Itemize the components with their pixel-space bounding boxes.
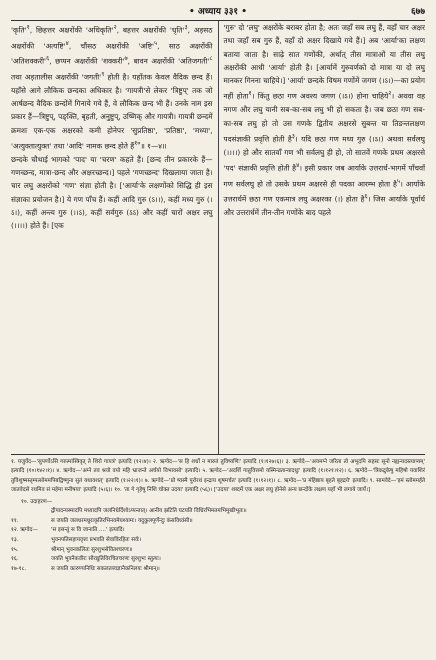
example-text: स जयति जलधरमधुराकृतिरभिनवमेघश्यामः। यदुकुलपूर्णेन्दुः कंसविध्वंसी॥ [51,517,193,524]
example-row [11,546,425,556]
page-header [11,0,425,21]
two-column-body [11,21,425,455]
example-text: स जयति कारुण्यनिधिः सकलतत्त्वज्ञानैकनिलयः श्रीमान्॥ [51,565,160,572]
example-number: १३. [11,537,19,543]
left-paragraph-2: छन्दके चौथाई भागको 'पाद' या 'चरण' कहते हैं। [छन्द तीन प्रकारके हैं—गणच्छन्द, मात्रा-छन्द और अक्षरच्छन्द।] पहले 'गणच्छन्द' दिखलाया जाता है। चार लघु अक्षरोंको 'गण' संज्ञा होती है। ['आर्या'के लक्षणोंको सिद्धि ही इस संज्ञाका प्रयोजन है।] ये गण पाँच हैं। कहीं आदि गुरु (ऽ।।), कहीं मध्य गुरु (।ऽ।), कहीं अन्त्य गुरु (।।ऽ), कहीं सर्वगुरु (ऽऽ) और कहीं चारों अक्षर लघु (।।।।) होते हैं। [एक [11,154,213,231]
chapter-title: • अध्याय ३३१ • [189,6,247,17]
examples-title: १०. उदाहरण— [21,498,53,505]
examples-list [11,507,425,574]
example-number: १२. ऋग्वेद— [11,527,38,534]
example-number: १५. [11,546,19,553]
example-row [11,536,425,546]
example-row [11,565,425,575]
example-number: १७-१८. [11,565,27,572]
example-number: १६. [11,556,19,563]
right-column [219,21,426,454]
example-row [11,507,425,517]
example-text: श्रीमान् भुवनकलितः सुरशुभसेवितश्चरणः॥ [51,546,133,553]
example-number: ११. [11,517,19,524]
example-text: जयति भुवनैकवीरः सौरद्युतिविरचितचरणः सुरशुभः स्तुत्यः। [51,556,161,563]
example-row [11,517,425,527]
example-text: भुवनपतिसहायवृत्तः प्रभवति सेवाविरहितः सर्वः। [51,537,142,543]
example-row [11,555,425,565]
footnotes [11,458,425,496]
right-paragraph-1: 'गुरु' दो 'लघु' अक्षरोंके बराबर होता है; अतः जहाँ सब लघु हैं, वहाँ चार अक्षर तथा जहाँ सब गुरु हैं, वहाँ दो अक्षर दिखाये गये हैं।] अब 'आर्या'का लक्षण बताया जाता है। साढ़े सात गणोंकी, अर्थात् तीस मात्राओं या तीस लघु अक्षरोंकी आधी 'आर्या' होती है। [आर्यामें गुरुवर्णको दो मात्रा या दो लघु मानकर गिनना चाहिये।] 'आर्या' छन्दके विषम गणोंमें जगण (।ऽ।)—का प्रयोग नहीं होता$^१$। किंतु छठा गण अवश्य जगण (।ऽ।) होना चाहिये$^२$। अथवा वह नगण और लघु यानी सब-का-सब लघु भी हो सकता है। जब छठा गण सब-का-सब लघु हो तो उस गणके द्वितीय अक्षरसे सुबन्त या तिङन्तलक्षण पदसंज्ञाकी प्रवृत्ति होती है$^३$। यदि छठा गण मध्य गुरु (।ऽ।) अथवा सर्वलघु (।।।।) हो और सातवाँ गण भी सर्वलघु ही हो, तो सातवें गणके प्रथम अक्षरसे 'पद' संज्ञाकी प्रवृत्ति होती है$^४$। इसी प्रकार जब आर्याके उत्तरार्ध-भागमें पाँचवाँ गण सर्वलघु हो तो उसके प्रथम अक्षरसे ही पदका आरम्भ होता है$^५$। आर्याके उत्तरार्धमें छठा गण एकमात्र लघु अक्षरका (।) होता है$^६$। जिस आर्याके पूर्वार्ध और उत्तरार्धमें तीन-तीन गणोंके बाद पहले [223,23,425,217]
example-number [11,507,51,517]
footnote-block: १. यजुर्वेद—'सुपर्णोऽसि गरुत्मांस्त्रिवृत् ते शिरो गायत्रं' इत्यादि (१२।४)। २. ऋग्वेद—'स हि शर्धो न मारुतं तुविष्वणिः' इत्यादि (१।१२७।६)। ३. ऋग्वेदे—'अयमग्ने जरिता त्वे अभूदपि सहसः सूनो नह्यन्यदस्त्याप्यम्' इत्यादि (१०।१४२।१)। ४. ऋग्वेद—'अग्ने तव श्रवो वयो महि भ्राजन्ते अर्चयो विभावसो' इत्यादि। ५. ऋग्वेद—'अदर्शि गातुवित्तमो यस्मिन्व्रतान्यादधुः' इत्यादि (१।१२१।१२)। ६. ऋग्वेदे—'त्रिकद्रुकेषु महिषो यवाशिरं तुविशुष्मस्तृम्पत्सोममपिबद्विष्णुना सुतं यथावशत्' इत्यादि (१।२२।१)। ७. ऋग्वेदे—'प्रो ष्वस्मै पुरोरथं इन्द्राय शूषमर्चत' इत्यादि (१।१२।१)। ८. ऋग्वेद—'प्र मंहिष्ठाय बृहते बृहद्रये' इत्यादि। ९. सामवेदे—'इमं स्तोममर्हते जातवेदसे रथमिव सं महेमा मनीषया' इत्यादि (५।६)। १०. 'ता गे गृहेषु निशि चोक्त उदया' इत्यादि (५६)। ['उदया' शब्दमें एक अक्षर लघु होनेसे अन्य छन्दोंके लक्षण यहाँ भी लगाये जायँ।] [11,459,425,494]
left-paragraph-1: '$कृति'^१$, छिहत्तर अक्षरोंकी '$अधिकृति'^२$, बहत्तर अक्षरोंकी '$धृति'^३$, अड़सठ अक्षरोंकी '$अत्यष्टि'^४$, चौंसठ अक्षरोंकी '$अष्टि'^५$, साठ अक्षरोंकी '$अतिशक्करी'^६$, छप्पन अक्षरोंकी '$शक्करी'^७$, बावन अक्षरोंकी '$अतिजगती'^८$ तथा अड़तालीस अक्षरोंकी '$जगती'^९$ होती है। यहाँतक केवल वैदिक छन्द हैं। यहाँसे आगे लौकिक छन्दका अधिकार है। 'गायत्री'से लेकर 'त्रिष्टुप्' तक जो आर्षछन्द वैदिक छन्दोंमें गिनाये गये हैं, वे लौकिक छन्द भी हैं। उनके नाम इस प्रकार हैं—त्रिष्टुप्, पङ्क्ति, बृहती, अनुष्टुप्, उष्णिक् और गायत्री। गायत्री छन्दमें क्रमशः एक-एक अक्षरको कमी होनेपर 'सुप्रतिष्ठा', 'प्रतिष्ठा', 'मध्या', 'अत्युक्तात्युक्त' तथा 'आदि' नामक छन्द होते हैं$^{१०}$॥ १—४॥ [11,24,213,151]
examples-section [11,498,425,575]
example-text: द्वीपादन्यस्मादपि मध्यादपि जलनिधेर्दिशोऽप्यन्तात्। आनीय झटिति घटयति विधिरभिमतमभिमुखीभूतः॥ [51,508,247,515]
example-text: 'स इत्तन्तुं स वि जानाति ....' इत्यादि। [51,527,125,534]
page-number: ६७७ [410,6,425,17]
example-row [11,526,425,536]
left-column [11,21,219,454]
